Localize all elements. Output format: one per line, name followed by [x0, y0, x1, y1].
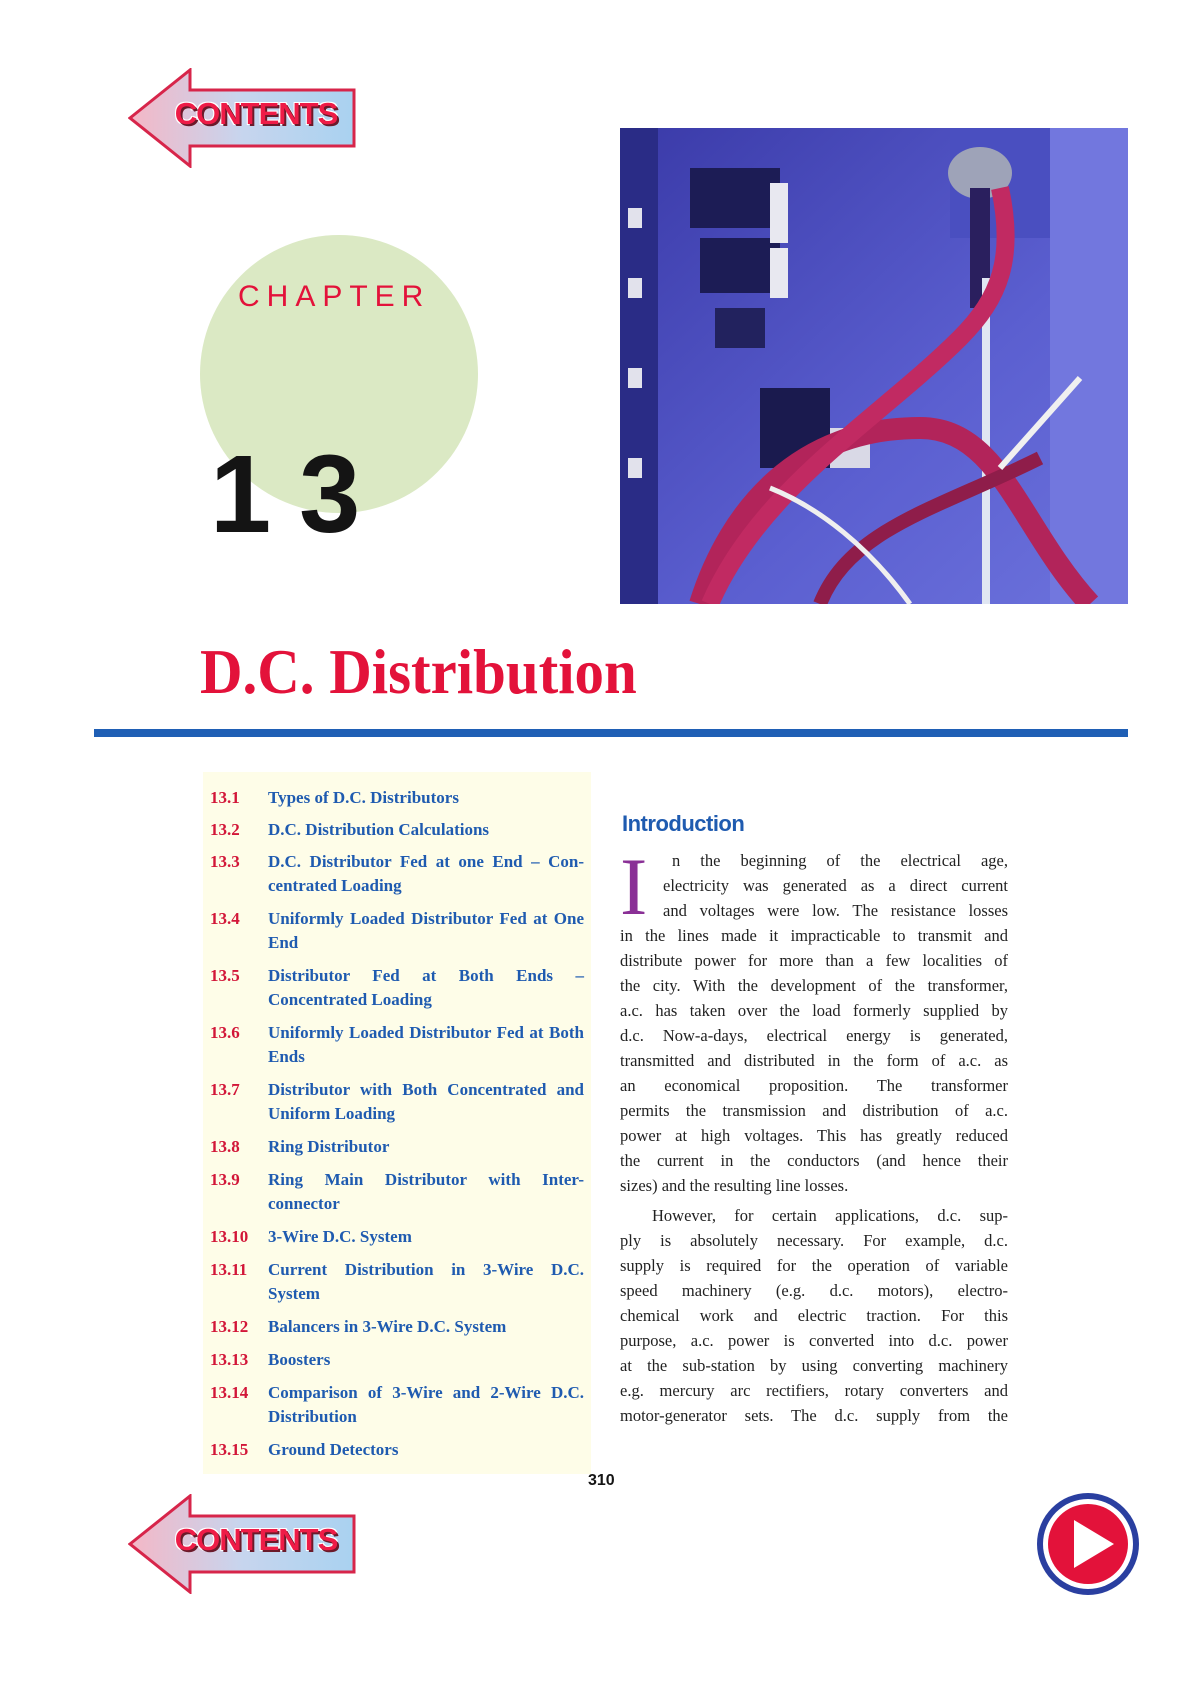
chapter-word: CHAPTER — [238, 280, 431, 313]
toc-link[interactable]: Comparison of 3-Wire and 2-Wire D.C. Distribution — [268, 1383, 584, 1426]
toc-link[interactable]: D.C. Distributor Fed at one End – Con-centrated Loading — [268, 852, 584, 895]
title-divider — [94, 729, 1128, 737]
body-line: However, for certain applications, d.c. sup- — [652, 1206, 1008, 1225]
contents-label: CONTENTS — [174, 96, 338, 131]
toc-number: 13.12 — [210, 1317, 249, 1336]
body-line: transmitted and distributed in the form of a.c. as — [620, 1051, 1008, 1070]
body-line: purpose, a.c. power is converted into d.c. power — [620, 1331, 1008, 1350]
toc-link[interactable]: Uniformly Loaded Distributor Fed at One End — [268, 909, 584, 952]
body-line: an economical proposition. The transformer — [620, 1076, 1008, 1095]
page-number: 310 — [588, 1472, 615, 1489]
toc-link[interactable]: Boosters — [268, 1350, 331, 1369]
body-line: at the sub-station by using converting machinery — [620, 1356, 1008, 1375]
body-line: supply is required for the operation of variable — [620, 1256, 1008, 1275]
body-line: and voltages were low. The resistance losses — [663, 901, 1008, 920]
body-line: speed machinery (e.g. d.c. motors), electro- — [620, 1281, 1008, 1300]
chapter-title: D.C. Distribution — [200, 636, 637, 707]
body-line: in the lines made it impracticable to transmit and — [620, 926, 1008, 945]
intro-heading: Introduction — [622, 811, 745, 836]
chapter-number: 13 — [210, 433, 389, 556]
body-line: permits the transmission and distribution of a.c. — [620, 1101, 1008, 1120]
body-line: ply is absolutely necessary. For example, d.c. — [620, 1231, 1008, 1250]
body-line: distribute power for more than a few localities of — [620, 951, 1008, 970]
toc-number: 13.8 — [210, 1137, 240, 1156]
toc-link[interactable]: Balancers in 3-Wire D.C. System — [268, 1317, 507, 1336]
toc-number: 13.5 — [210, 966, 240, 985]
toc-number: 13.14 — [210, 1383, 249, 1402]
contents-button-top[interactable] — [128, 68, 358, 168]
body-line: electricity was generated as a direct current — [663, 876, 1008, 895]
next-page-button[interactable] — [1034, 1490, 1142, 1598]
body-line: motor-generator sets. The d.c. supply from the — [620, 1406, 1008, 1425]
toc-link[interactable]: D.C. Distribution Calculations — [268, 820, 490, 839]
toc-number: 13.15 — [210, 1440, 249, 1459]
body-line: sizes) and the resulting line losses. — [620, 1176, 849, 1195]
toc-number: 13.6 — [210, 1023, 240, 1042]
body-line: power at high voltages. This has greatly reduced — [620, 1126, 1008, 1145]
toc-link[interactable]: Ring Main Distributor with Inter-connector — [268, 1170, 584, 1213]
toc-number: 13.3 — [210, 852, 240, 871]
toc-number: 13.4 — [210, 909, 240, 928]
toc-link[interactable]: Ring Distributor — [268, 1137, 390, 1156]
body-line: a.c. has taken over the load formerly supplied by — [620, 1001, 1008, 1020]
toc-link[interactable]: Types of D.C. Distributors — [268, 788, 459, 807]
toc-link[interactable]: 3-Wire D.C. System — [268, 1227, 412, 1246]
toc-number: 13.11 — [210, 1260, 248, 1279]
toc-number: 13.1 — [210, 788, 240, 807]
toc-link[interactable]: Distributor with Both Concentrated and Uniform Loading — [268, 1080, 584, 1123]
toc-link[interactable]: Ground Detectors — [268, 1440, 399, 1459]
body-line: e.g. mercury arc rectifiers, rotary converters and — [620, 1381, 1008, 1400]
body-line: the current in the conductors (and hence their — [620, 1151, 1008, 1170]
electrical-panel-photo — [620, 128, 1128, 604]
toc-link[interactable]: Uniformly Loaded Distributor Fed at Both Ends — [268, 1023, 584, 1066]
contents-button-bottom[interactable] — [128, 1494, 358, 1594]
play-arrow-icon — [1034, 1490, 1142, 1598]
toc-number: 13.7 — [210, 1080, 240, 1099]
toc-number: 13.10 — [210, 1227, 249, 1246]
toc-link[interactable]: Current Distribution in 3-Wire D.C. System — [268, 1260, 584, 1303]
body-line: n the beginning of the electrical age, — [672, 851, 1008, 870]
toc-number: 13.9 — [210, 1170, 240, 1189]
contents-label: CONTENTS — [174, 1522, 338, 1557]
toc-number: 13.13 — [210, 1350, 249, 1369]
drop-cap: I — [620, 841, 648, 932]
body-line: chemical work and electric traction. For this — [620, 1306, 1008, 1325]
body-line: d.c. Now-a-days, electrical energy is generated, — [620, 1026, 1008, 1045]
toc-number: 13.2 — [210, 820, 240, 839]
body-line: the city. With the development of the transformer, — [620, 976, 1008, 995]
toc-link[interactable]: Distributor Fed at Both Ends – Concentrated Loading — [268, 966, 584, 1009]
chapter-toc — [203, 772, 591, 1474]
